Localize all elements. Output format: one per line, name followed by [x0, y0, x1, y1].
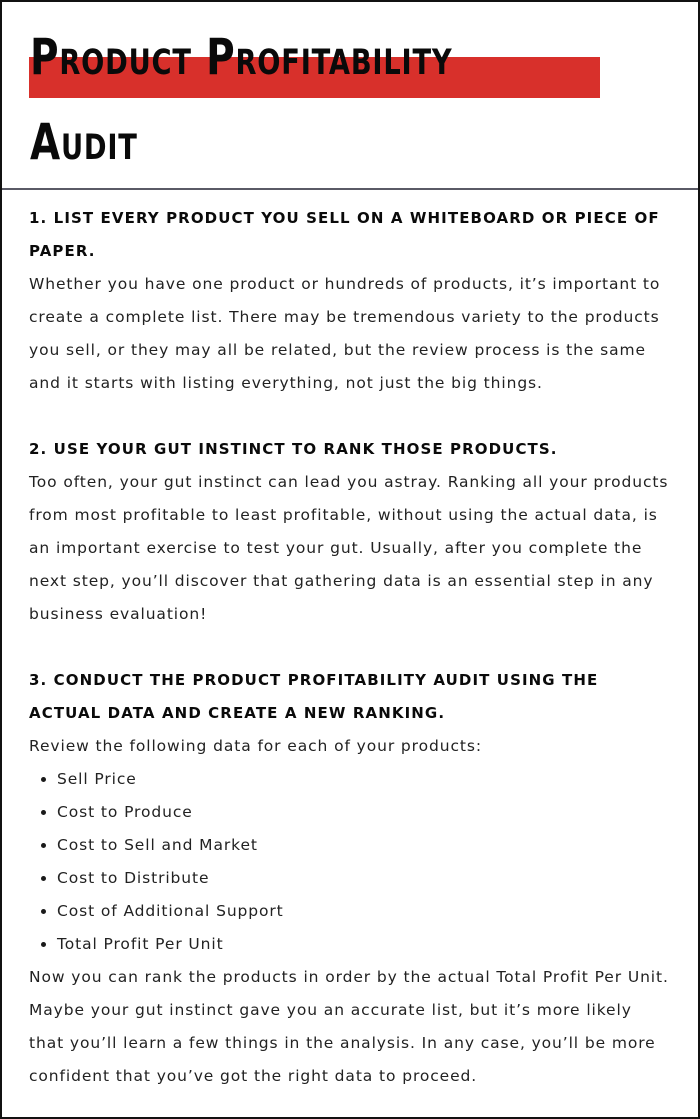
section-1: [29, 190, 671, 400]
list-item-label: Total Profit Per Unit: [57, 935, 224, 953]
list-item-label: Cost to Sell and Market: [57, 836, 258, 854]
list-item: [39, 928, 671, 961]
list-item: [39, 763, 671, 796]
data-points-list: [29, 763, 671, 961]
section-1-body: Whether you have one product or hundreds of products, it’s important to create a complete list. There may be tremendous variety to the products you sell, or they may all be related, but the review process is the same and it starts with listing everything, not just the big things.: [29, 275, 661, 392]
list-item-label: Cost to Produce: [57, 803, 193, 821]
list-item-label: Cost to Distribute: [57, 869, 210, 887]
bullet-dot-icon: [41, 909, 46, 914]
section-3: [29, 664, 671, 1093]
bullet-dot-icon: [41, 876, 46, 881]
list-item: [39, 796, 671, 829]
bullet-dot-icon: [41, 942, 46, 947]
document-content: [2, 190, 698, 1093]
section-3-closing: Now you can rank the products in order by the actual Total Profit Per Unit. Maybe your gut instinct gave you an accurate list, but it’s more likely that you’ll learn a few things in the analysis. In any case, you’ll be more confident that you’ve got the right data to proceed.: [29, 968, 669, 1085]
bullet-dot-icon: [41, 777, 46, 782]
section-2-heading: 2. USE YOUR GUT INSTINCT TO RANK THOSE PRODUCTS.: [29, 440, 558, 458]
section-3-intro: Review the following data for each of your products:: [29, 737, 482, 755]
list-item: [39, 895, 671, 928]
section-3-heading: 3. CONDUCT THE PRODUCT PROFITABILITY AUDIT USING THE ACTUAL DATA AND CREATE A NEW RANKING.: [29, 671, 599, 722]
bullet-dot-icon: [41, 810, 46, 815]
list-item-label: Cost of Additional Support: [57, 902, 284, 920]
section-2: [29, 433, 671, 631]
page-title-line-1: Product Profitability: [30, 28, 453, 86]
page-title-line-2: Audit: [30, 113, 138, 171]
title-header: [2, 2, 698, 190]
section-2-body: Too often, your gut instinct can lead you astray. Ranking all your products from most profitable to least profitable, without using the actual data, is an important exercise to test your gut. Usually, after you complete the next step, you’ll discover that gathering data is an essential step in any business evaluation!: [29, 473, 669, 623]
section-1-heading: 1. LIST EVERY PRODUCT YOU SELL ON A WHITEBOARD OR PIECE OF PAPER.: [29, 209, 660, 260]
list-item: [39, 829, 671, 862]
list-item-label: Sell Price: [57, 770, 137, 788]
list-item: [39, 862, 671, 895]
bullet-dot-icon: [41, 843, 46, 848]
